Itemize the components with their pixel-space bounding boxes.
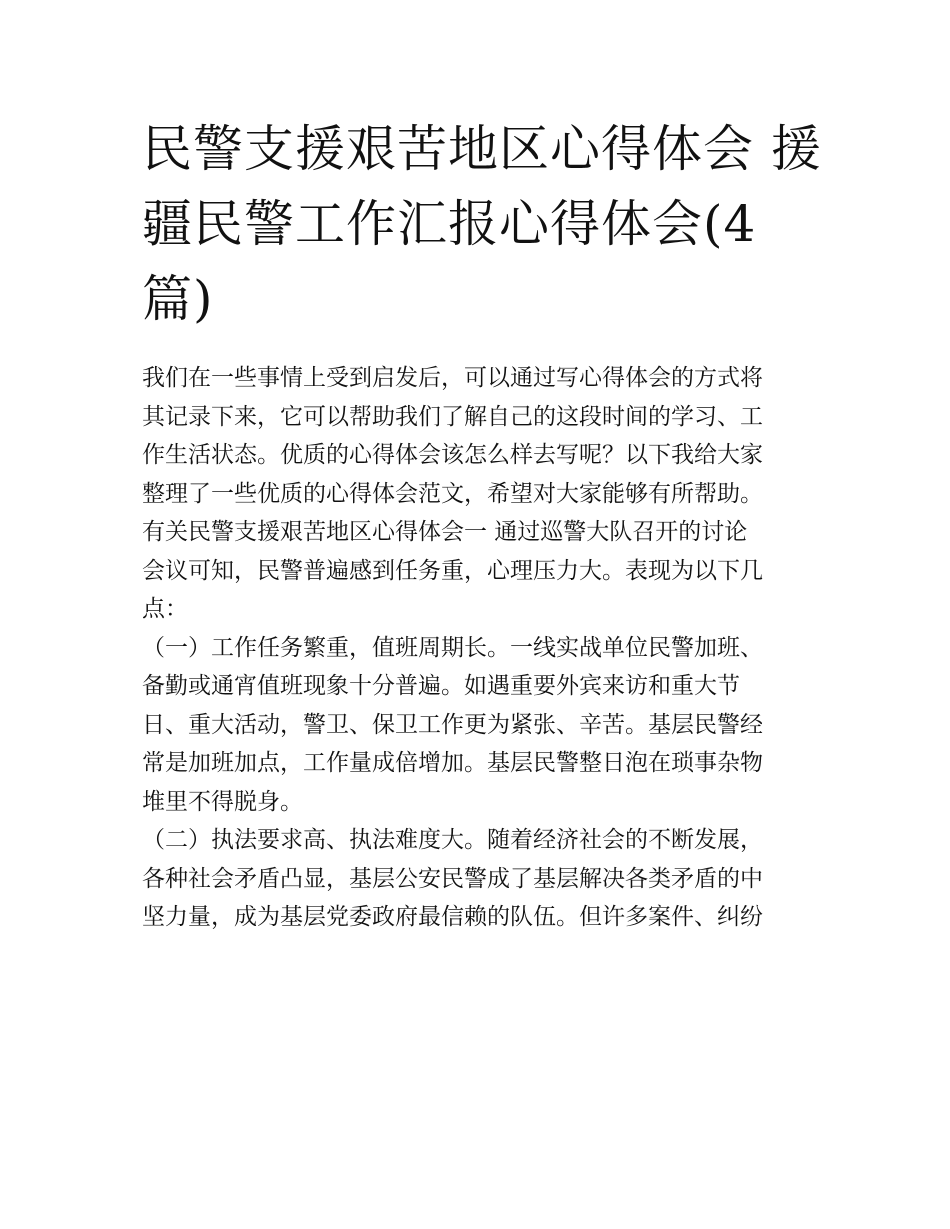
- text-line: 日、重大活动，警卫、保卫工作更为紧张、辛苦。基层民警经: [142, 711, 763, 738]
- text-line: 坚力量，成为基层党委政府最信赖的队伍。但许多案件、纠纷: [142, 904, 763, 930]
- document-body: [142, 359, 814, 937]
- text-line: 整理了一些优质的心得体会范文，希望对大家能够有所帮助。: [142, 480, 763, 507]
- title-line: 篇): [142, 270, 214, 328]
- text-line: 常是加班加点，工作量成倍增加。基层民警整日泡在琐事杂物: [142, 750, 763, 776]
- text-line: 我们在一些事情上受到启发后，可以通过写心得体会的方式将: [142, 365, 763, 391]
- text-line: 其记录下来，它可以帮助我们了解自己的这段时间的学习、工: [142, 403, 763, 430]
- text-line: 作生活状态。优质的心得体会该怎么样去写呢？以下我给大家: [142, 442, 763, 468]
- text-line: 备勤或通宵值班现象十分普遍。如遇重要外宾来访和重大节: [142, 673, 740, 699]
- text-line: 有关民警支援艰苦地区心得体会一 通过巡警大队召开的讨论: [142, 519, 748, 545]
- document-page: [142, 112, 822, 937]
- text-line: （二）执法要求高、执法难度大。随着经济社会的不断发展，: [142, 827, 763, 853]
- text-line: 堆里不得脱身。: [142, 788, 303, 815]
- document-title: [142, 112, 822, 337]
- text-line: 会议可知，民警普遍感到任务重，心理压力大。表现为以下几: [142, 557, 763, 584]
- text-line: 各种社会矛盾凸显，基层公安民警成了基层解决各类矛盾的中: [142, 865, 763, 892]
- title-line: 疆民警工作汇报心得体会(4: [142, 195, 757, 253]
- text-line: 点：: [142, 596, 188, 622]
- title-line: 民警支援艰苦地区心得体会 援: [142, 120, 822, 178]
- point-two-paragraph: [142, 821, 814, 937]
- intro-paragraph: [142, 359, 814, 513]
- section-one-paragraph: [142, 513, 814, 629]
- point-one-paragraph: [142, 629, 814, 822]
- text-line: （一）工作任务繁重，值班周期长。一线实战单位民警加班、: [142, 634, 763, 661]
